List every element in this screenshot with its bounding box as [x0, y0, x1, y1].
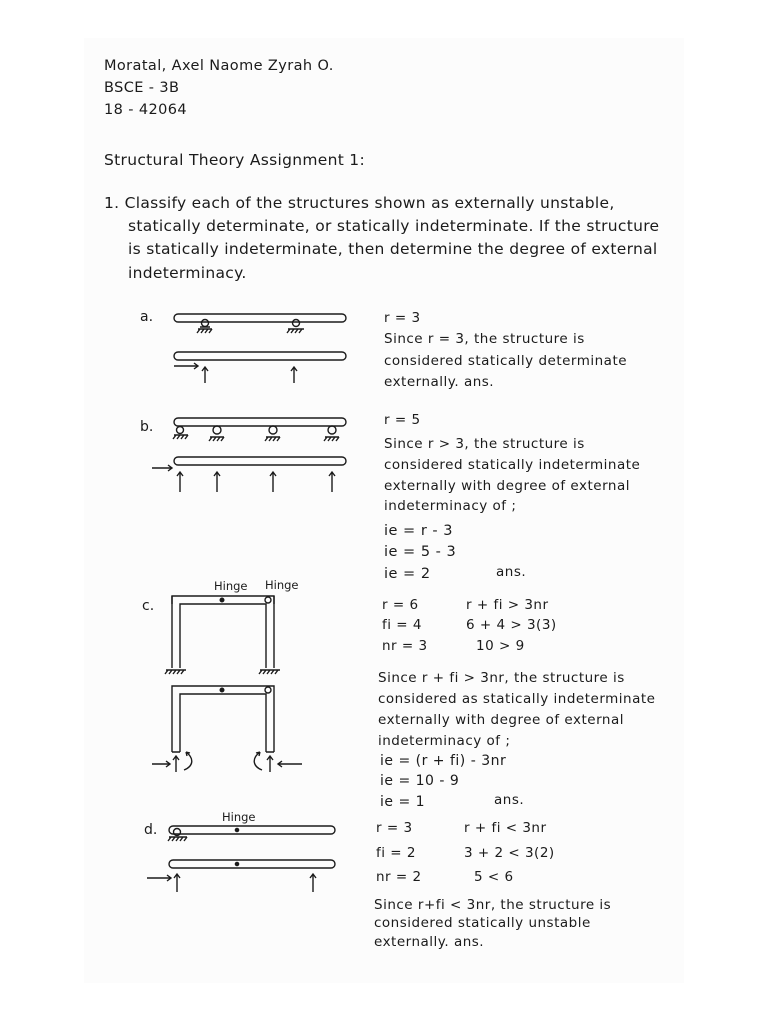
pin-support	[202, 320, 209, 327]
part-b-line-5: indeterminacy of ;	[384, 498, 517, 514]
student-id: 18 - 42064	[104, 102, 188, 118]
part-b-label: b.	[140, 419, 154, 435]
part-d-diagram	[155, 820, 355, 900]
reaction-arrow-2	[291, 367, 297, 383]
pin-support	[177, 427, 184, 434]
beam	[174, 314, 346, 322]
hinge	[235, 828, 238, 831]
part-b-calc-3: ie = 2	[384, 566, 431, 582]
part-c-line-3: externally with degree of external	[378, 712, 624, 728]
part-c-col2-3: 10 > 9	[476, 638, 525, 654]
student-name: Moratal, Axel Naome Zyrah O.	[104, 58, 334, 74]
reaction-arrow-h	[174, 363, 198, 369]
part-a-diagram	[160, 305, 360, 390]
part-d-col1-1: r = 3	[376, 820, 413, 836]
part-d-line-2: considered statically unstable	[374, 915, 591, 931]
beam	[174, 418, 346, 426]
assignment-title: Structural Theory Assignment 1:	[104, 151, 365, 169]
part-d-hinge: Hinge	[222, 810, 256, 824]
part-b-calc-2: ie = 5 - 3	[384, 544, 457, 560]
hinge-2	[265, 597, 271, 603]
part-b-line-4: externally with degree of external	[384, 478, 630, 494]
fbd-beam	[169, 860, 335, 868]
part-b-line-1: r = 5	[384, 412, 421, 428]
part-c-calc-2: ie = 10 - 9	[380, 773, 460, 789]
part-c-line-2: considered as statically indeterminate	[378, 691, 656, 707]
part-d-col2-2: 3 + 2 < 3(2)	[464, 845, 555, 861]
part-a-label: a.	[140, 309, 154, 325]
question-line-4: indeterminacy.	[128, 264, 247, 282]
part-c-col2-2: 6 + 4 > 3(3)	[466, 617, 557, 633]
question-line-1: 1. Classify each of the structures shown as externally unstable,	[104, 194, 615, 212]
question-line-2: statically determinate, or statically indeterminate. If the structure	[128, 217, 660, 235]
part-a-line-1: r = 3	[384, 310, 421, 326]
part-c-hinge-right: Hinge	[265, 578, 299, 592]
part-d-col1-3: nr = 2	[376, 869, 422, 885]
roller-support	[293, 320, 300, 327]
part-c-hinge-left: Hinge	[214, 579, 248, 593]
part-d-col2-3: 5 < 6	[474, 869, 514, 885]
fbd-beam	[174, 352, 346, 360]
part-c-line-4: indeterminacy of ;	[378, 733, 511, 749]
part-c-col2-1: r + fi > 3nr	[466, 597, 549, 613]
part-d-col2-1: r + fi < 3nr	[464, 820, 547, 836]
part-d-line-1: Since r+fi < 3nr, the structure is	[374, 897, 612, 913]
part-c-col1-3: nr = 3	[382, 638, 428, 654]
part-b-line-2: Since r > 3, the structure is	[384, 436, 585, 452]
part-c-calc-3: ie = 1	[380, 794, 426, 810]
part-a-line-4: externally. ans.	[384, 374, 495, 390]
part-c-col1-2: fi = 4	[382, 617, 422, 633]
student-section: BSCE - 3B	[104, 80, 180, 96]
part-b-line-3: considered statically indeterminate	[384, 457, 641, 473]
part-b-calc-1: ie = r - 3	[384, 523, 453, 539]
part-b-ans: ans.	[496, 564, 527, 580]
part-c-ans: ans.	[494, 792, 525, 808]
part-a-line-2: Since r = 3, the structure is	[384, 331, 585, 347]
fbd-beam	[174, 457, 346, 465]
beam	[169, 826, 335, 834]
part-a-line-3: considered statically determinate	[384, 353, 628, 369]
part-c-label: c.	[142, 598, 155, 614]
part-b-diagram	[160, 410, 360, 500]
reaction-arrow-1	[202, 367, 208, 383]
part-c-calc-1: ie = (r + fi) - 3nr	[380, 753, 507, 769]
question-line-3: is statically indeterminate, then determine the degree of external	[128, 240, 658, 258]
part-d-label: d.	[144, 822, 158, 838]
hinge-1	[220, 598, 224, 602]
part-d-col1-2: fi = 2	[376, 845, 416, 861]
part-c-diagram	[150, 590, 310, 790]
part-d-line-3: externally. ans.	[374, 934, 485, 950]
part-c-col1-1: r = 6	[382, 597, 419, 613]
part-c-line-1: Since r + fi > 3nr, the structure is	[378, 670, 625, 686]
